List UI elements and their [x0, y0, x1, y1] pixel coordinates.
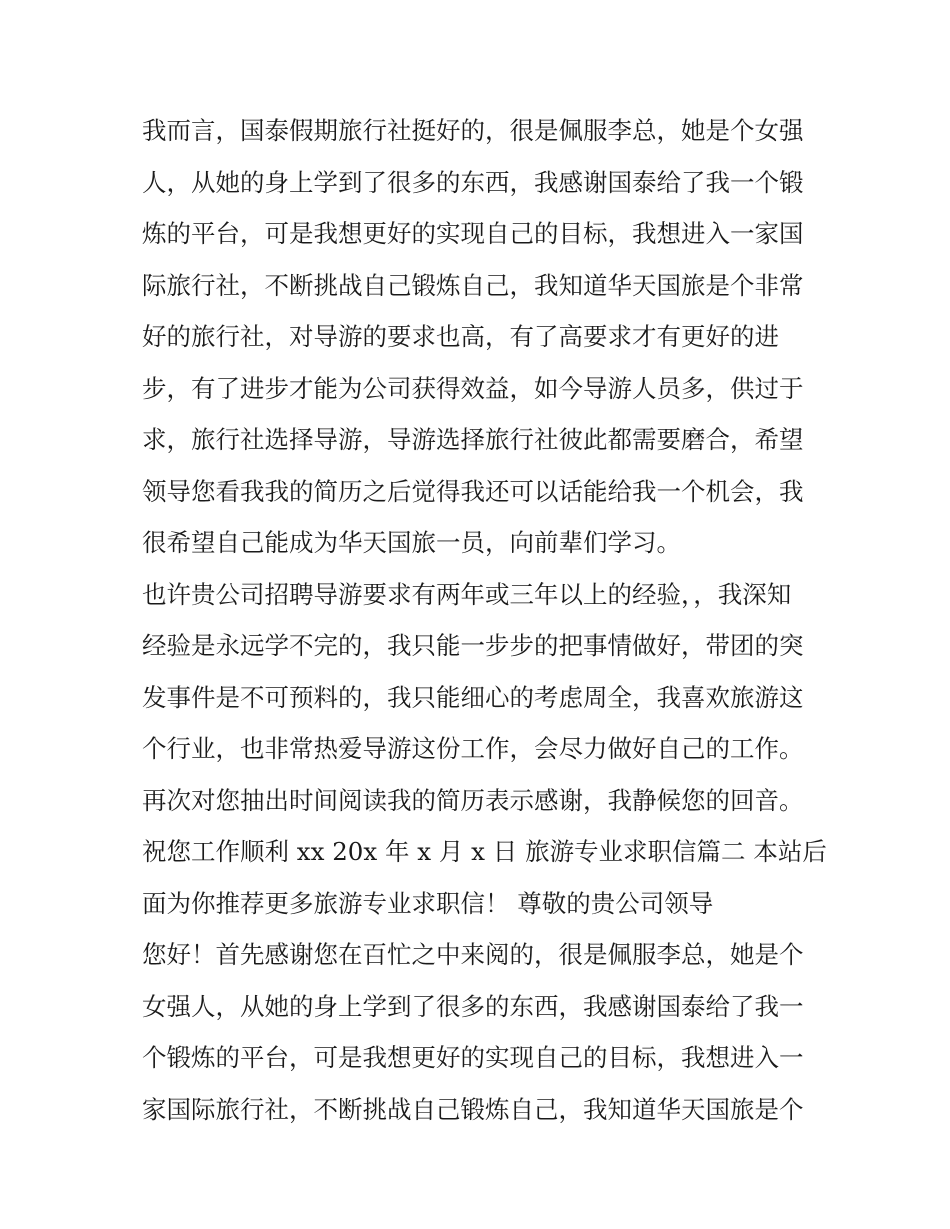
text-line-2: 人，从她的身上学到了很多的东西，我感谢国泰给了我一个锻: [142, 167, 804, 197]
text-line-15: 祝您工作顺利 xx 20x 年 x 月 x 日 旅游专业求职信篇二 本站后: [142, 837, 827, 866]
text-line-7: 求，旅行社选择导游，导游选择旅行社彼此都需要磨合，希望: [142, 425, 804, 454]
text-line-6: 步，有了进步才能为公司获得效益，如今导游人员多，供过于: [142, 373, 804, 403]
text-line-9: 很希望自己能成为华天国旅一员，向前辈们学习。: [142, 528, 681, 557]
text-line-17: 您好！首先感谢您在百忙之中来阅的，很是佩服李总，她是个: [142, 940, 804, 969]
text-line-4: 际旅行社，不断挑战自己锻炼自己，我知道华天国旅是个非常: [142, 270, 804, 300]
text-line-5: 好的旅行社，对导游的要求也高，有了高要求才有更好的进: [142, 322, 779, 351]
text-line-10: 也许贵公司招聘导游要求有两年或三年以上的经验，，我深知: [142, 579, 792, 609]
body-text: [142, 105, 827, 1135]
text-line-14: 再次对您抽出时间阅读我的简历表示感谢，我静候您的回音。: [142, 785, 804, 815]
text-line-19: 个锻炼的平台，可是我想更好的实现自己的目标，我想进入一: [142, 1043, 804, 1072]
text-line-18: 女强人，从她的身上学到了很多的东西，我感谢国泰给了我一: [142, 991, 804, 1021]
text-line-3: 炼的平台，可是我想更好的实现自己的目标，我想进入一家国: [142, 219, 804, 248]
text-line-13: 个行业，也非常热爱导游这份工作，会尽力做好自己的工作。: [142, 734, 804, 763]
text-line-11: 经验是永远学不完的，我只能一步步的把事情做好，带团的突: [142, 631, 804, 660]
text-line-1: 我而言，国泰假期旅行社挺好的，很是佩服李总，她是个女强: [142, 116, 804, 145]
text-line-8: 领导您看我我的简历之后觉得我还可以话能给我一个机会，我: [142, 476, 804, 506]
text-line-20: 家国际旅行社，不断挑战自己锻炼自己，我知道华天国旅是个: [142, 1094, 804, 1124]
text-line-12: 发事件是不可预料的，我只能细心的考虑周全，我喜欢旅游这: [142, 682, 804, 712]
text-line-16: 面为你推荐更多旅游专业求职信！ 尊敬的贵公司领导: [142, 888, 714, 918]
